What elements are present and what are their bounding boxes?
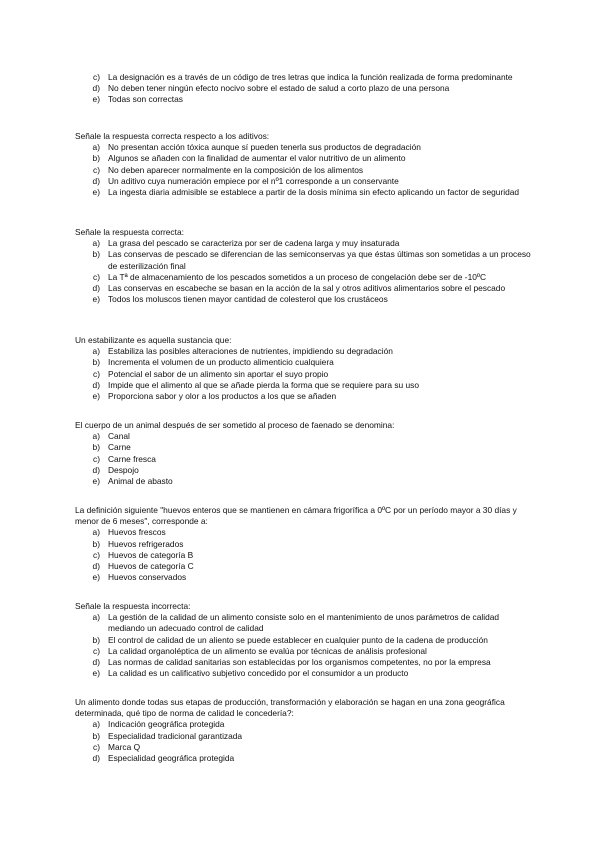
option-letter: c) xyxy=(93,549,100,560)
option-list xyxy=(75,527,535,583)
option-letter: b) xyxy=(92,730,100,741)
option-letter: c) xyxy=(93,72,100,82)
option-list xyxy=(75,612,535,679)
option-item xyxy=(75,249,535,271)
option-item xyxy=(75,369,535,380)
option-text: Impide que el alimento al que se añade pierda la forma que se requiere para su uso xyxy=(108,379,420,390)
option-letter: c) xyxy=(93,271,100,282)
option-list xyxy=(75,719,535,764)
option-text: Carne fresca xyxy=(108,453,156,464)
option-text: Estabiliza las posibles alteraciones de nutrientes, impidiendo su degradación xyxy=(108,346,393,357)
option-text: Huevos refrigerados xyxy=(108,538,184,549)
question-text: Un alimento donde todas sus etapas de producción, transformación y elaboración se hagan en una zona geográfica determinada, qué tipo de norma de calidad le concedería?: xyxy=(75,697,505,719)
option-letter: d) xyxy=(92,175,100,186)
question-block xyxy=(75,697,535,764)
option-letter: b) xyxy=(92,634,100,645)
option-letter: e) xyxy=(92,476,100,487)
option-text: No presentan acción tóxica aunque sí pueden tenerla sus productos de degradación xyxy=(108,142,421,153)
option-letter: d) xyxy=(92,83,100,94)
option-item xyxy=(75,380,535,391)
option-letter: a) xyxy=(92,527,100,538)
option-letter: a) xyxy=(92,431,100,442)
option-text: No deben aparecer normalmente en la composición de los alimentos xyxy=(108,164,364,175)
option-list xyxy=(75,72,535,106)
option-text: Huevos de categoría B xyxy=(108,549,194,560)
question-block xyxy=(75,335,535,402)
option-letter: e) xyxy=(92,391,100,402)
option-text: Las normas de calidad sanitarias son establecidas por los organismos competentes, no por la empresa xyxy=(108,657,491,668)
question-text: Señale la respuesta incorrecta: xyxy=(75,601,191,611)
option-text: Potencial el sabor de un alimento sin aportar el suyo propio xyxy=(108,368,329,379)
option-letter: c) xyxy=(93,645,100,656)
option-item xyxy=(75,550,535,561)
option-text: Proporciona sabor y olor a los productos a los que se añaden xyxy=(108,391,337,402)
option-letter: e) xyxy=(92,668,100,679)
option-text: Animal de abasto xyxy=(108,476,173,487)
option-item xyxy=(75,719,535,730)
option-text: Indicación geográfica protegida xyxy=(108,719,225,730)
option-item xyxy=(75,646,535,657)
option-letter: e) xyxy=(92,187,100,198)
option-item xyxy=(75,465,535,476)
option-item xyxy=(75,668,535,679)
option-text: La calidad es un calificativo subjetivo concedido por el consumidor a un producto xyxy=(108,668,409,679)
option-item xyxy=(75,527,535,538)
option-letter: b) xyxy=(92,538,100,549)
option-text: Incrementa el volumen de un producto alimenticio cualquiera xyxy=(108,357,334,368)
option-item xyxy=(75,572,535,583)
option-item xyxy=(75,357,535,368)
option-item xyxy=(75,442,535,453)
option-text: La grasa del pescado se caracteriza por ser de cadena larga y muy insaturada xyxy=(108,238,400,249)
option-letter: c) xyxy=(93,453,100,464)
option-text: Algunos se añaden con la finalidad de aumentar el valor nutritivo de un alimento xyxy=(108,153,406,164)
option-letter: b) xyxy=(92,442,100,453)
question-block xyxy=(75,227,535,305)
option-item xyxy=(75,612,535,634)
option-letter: a) xyxy=(92,346,100,357)
option-text: El control de calidad de un aliento se puede establecer en cualquier punto de la cadena de producción xyxy=(108,634,488,645)
option-letter: a) xyxy=(92,612,100,623)
question-block xyxy=(75,131,535,198)
option-item xyxy=(75,539,535,550)
option-letter: c) xyxy=(93,368,100,379)
option-item xyxy=(75,176,535,187)
option-item xyxy=(75,753,535,764)
question-block xyxy=(75,505,535,583)
option-letter: d) xyxy=(92,379,100,390)
option-letter: c) xyxy=(93,741,100,752)
option-list xyxy=(75,431,535,487)
option-text: Huevos frescos xyxy=(108,527,166,538)
question-text: El cuerpo de un animal después de ser sometido al proceso de faenado se denomina: xyxy=(75,420,395,430)
option-text: Carne xyxy=(108,442,131,453)
option-text: Canal xyxy=(108,431,130,442)
option-letter: a) xyxy=(92,238,100,249)
option-item xyxy=(75,283,535,294)
option-text: Las conservas de pescado se diferencian de las semiconservas ya que éstas últimas son sometidas a un proceso de esterilización final xyxy=(108,249,531,271)
option-item xyxy=(75,272,535,283)
option-text: Todas son correctas xyxy=(108,94,183,105)
option-letter: d) xyxy=(92,464,100,475)
option-letter: e) xyxy=(92,294,100,305)
option-item xyxy=(75,635,535,646)
question-block xyxy=(75,420,535,487)
option-letter: d) xyxy=(92,753,100,764)
option-list xyxy=(75,238,535,305)
option-item xyxy=(75,72,535,83)
option-letter: a) xyxy=(92,719,100,730)
option-item xyxy=(75,238,535,249)
option-item xyxy=(75,476,535,487)
option-item xyxy=(75,391,535,402)
option-item xyxy=(75,657,535,668)
option-letter: d) xyxy=(92,657,100,668)
option-item xyxy=(75,561,535,572)
option-text: Las conservas en escabeche se basan en la acción de la sal y otros aditivos alimentarios sobre el pescado xyxy=(108,283,506,294)
option-item xyxy=(75,731,535,742)
option-letter: d) xyxy=(92,561,100,572)
option-letter: b) xyxy=(92,357,100,368)
option-text: La gestión de la calidad de un alimento consiste solo en el mantenimiento de unos parámetros de calidad mediando un adecuado control de calidad xyxy=(108,612,500,634)
question-text: Un estabilizante es aquella sustancia que: xyxy=(75,335,232,345)
option-text: Especialidad geográfica protegida xyxy=(108,753,235,764)
option-item xyxy=(75,187,535,198)
option-list xyxy=(75,142,535,198)
option-item xyxy=(75,165,535,176)
question-block xyxy=(75,72,535,106)
option-text: Todos los moluscos tienen mayor cantidad de colesterol que los crustáceos xyxy=(108,294,388,305)
option-item xyxy=(75,142,535,153)
option-item xyxy=(75,153,535,164)
question-text: La definición siguiente "huevos enteros que se mantienen en cámara frigorífica a 0ºC por un período mayor a 30 días y menor de 6 meses", corresponde a: xyxy=(75,505,517,527)
option-item xyxy=(75,83,535,94)
option-text: Especialidad tradicional garantizada xyxy=(108,730,243,741)
option-text: La Tª de almacenamiento de los pescados sometidos a un proceso de congelación debe ser de -10ºC xyxy=(108,271,486,282)
option-item xyxy=(75,454,535,465)
option-text: Despojo xyxy=(108,464,139,475)
question-text: Señale la respuesta correcta respecto a los aditivos: xyxy=(75,131,270,141)
option-text: Un aditivo cuya numeración empiece por el nº1 corresponde a un conservante xyxy=(108,175,399,186)
question-text: Señale la respuesta correcta: xyxy=(75,227,184,237)
option-letter: e) xyxy=(92,572,100,583)
option-letter: e) xyxy=(92,94,100,105)
option-text: La designación es a través de un código de tres letras que indica la función realizada de forma predominante xyxy=(108,72,513,82)
option-text: La calidad organoléptica de un alimento se evalúa por técnicas de análisis profesional xyxy=(108,645,427,656)
option-item xyxy=(75,431,535,442)
option-letter: a) xyxy=(92,142,100,153)
option-item xyxy=(75,742,535,753)
option-item xyxy=(75,294,535,305)
option-text: Huevos de categoría C xyxy=(108,561,194,572)
option-letter: d) xyxy=(92,283,100,294)
option-item xyxy=(75,346,535,357)
option-text: La ingesta diaria admisible se establece a partir de la dosis mínima sin efecto aplicando un factor de seguridad xyxy=(108,187,520,198)
option-letter: b) xyxy=(92,153,100,164)
option-text: No deben tener ningún efecto nocivo sobre el estado de salud a corto plazo de una persona xyxy=(108,83,450,94)
option-letter: c) xyxy=(93,164,100,175)
option-letter: b) xyxy=(92,249,100,260)
question-block xyxy=(75,601,535,679)
option-text: Huevos conservados xyxy=(108,572,187,583)
option-item xyxy=(75,94,535,105)
option-list xyxy=(75,346,535,402)
option-text: Marca Q xyxy=(108,741,141,752)
